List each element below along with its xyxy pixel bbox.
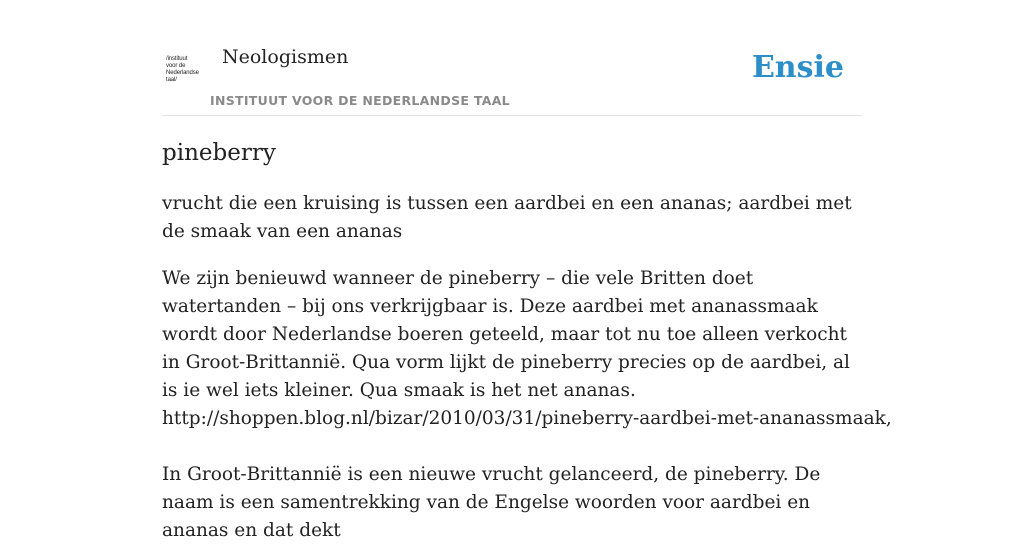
- citation-block: [162, 265, 892, 433]
- entry-definition: vrucht die een kruising is tussen een aardbei en een ananas; aardbei met de smaak van een ananas: [162, 193, 852, 242]
- logo-text-line: Nederlandse: [166, 70, 199, 76]
- ensie-logo[interactable]: Ensie: [751, 50, 844, 85]
- citation-block: [162, 461, 867, 545]
- citation-text: We zijn benieuwd wanneer de pineberry – die vele Britten doet watertanden – bij ons verkrijgbaar is. Deze aardbei met ananassmaak wordt door Nederlandse boeren geteeld, maar tot nu toe alleen verkocht in Groot-Brittannië. Qua vorm lijkt de pineberry precies op de aardbei, al is ie wel iets kleiner. Qua smaak is het net ananas.: [162, 268, 850, 401]
- entry-content: [162, 128, 892, 545]
- citation-text: In Groot-Brittannië is een nieuwe vrucht gelanceerd, de pineberry. De naam is een samentrekking van de Engelse woorden voor aardbei en ananas en dat dekt: [162, 464, 821, 541]
- site-header: [162, 40, 862, 116]
- logo-text-line: taal/: [166, 77, 177, 83]
- site-title[interactable]: Neologismen: [222, 46, 349, 68]
- inl-logo[interactable]: [166, 56, 210, 90]
- citation-source: http://shoppen.blog.nl/bizar/2010/03/31/pineberry-aardbei-met-ananassmaak,: [162, 408, 892, 429]
- logo-text-line: /instituut: [166, 56, 188, 62]
- organization-name: INSTITUUT VOOR DE NEDERLANDSE TAAL: [210, 93, 510, 108]
- logo-text-line: voor de: [166, 63, 186, 69]
- entry-headword: pineberry: [162, 140, 276, 166]
